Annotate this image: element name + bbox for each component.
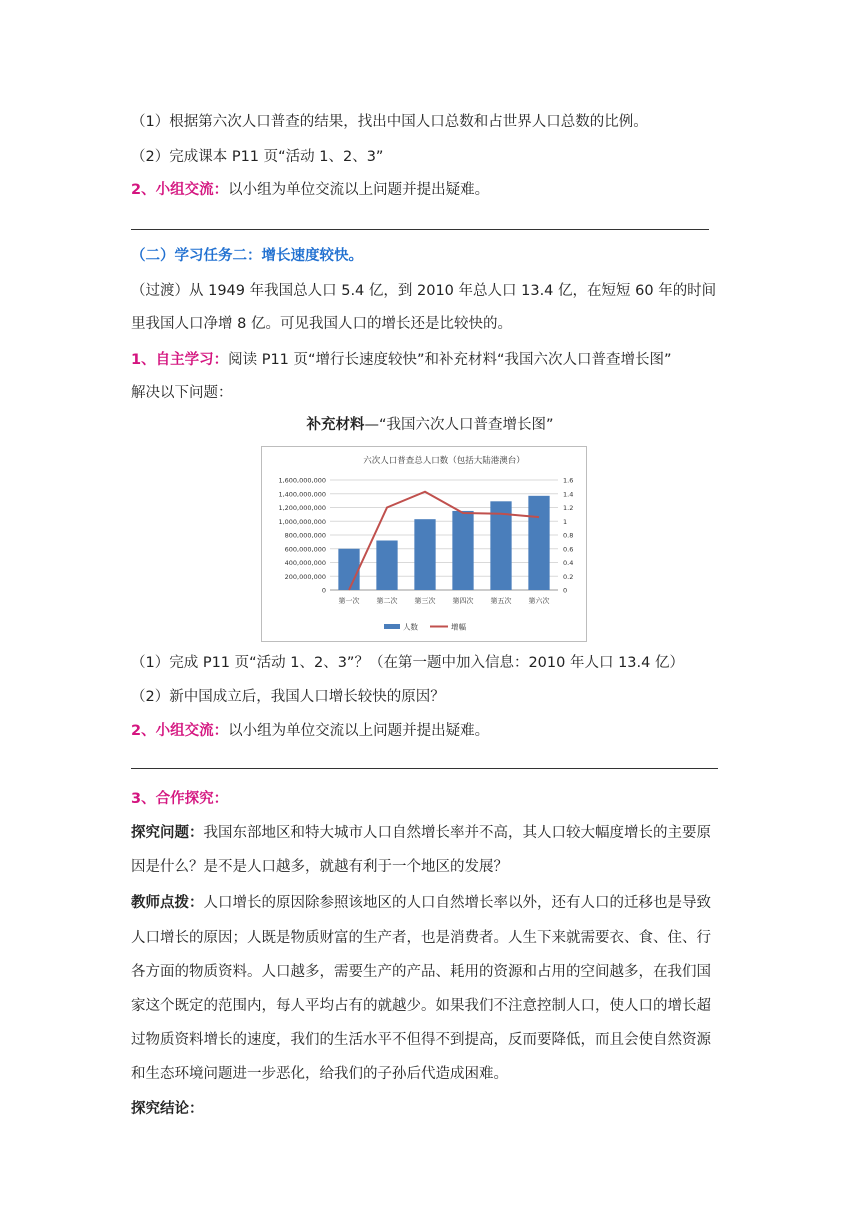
group-discussion-1 <box>131 180 489 200</box>
group-discussion-1-label: 2、小组交流： <box>131 182 229 198</box>
y-tick-right: 0.2 <box>563 572 574 581</box>
bar-1 <box>338 549 359 590</box>
y-tick-right: 1.4 <box>563 490 574 499</box>
teacher-tip-line-3: 各方面的物质资料。人口越多，需要生产的产品、耗用的资源和占用的空间越多，在我们国 <box>131 964 711 980</box>
y-tick-left: 800,000,000 <box>284 531 326 540</box>
inquiry-question-line-1 <box>131 823 711 843</box>
y-tick-left: 1,200,000,000 <box>278 504 326 512</box>
x-tick-label: 第四次 <box>452 597 474 605</box>
bar-4 <box>452 511 473 590</box>
legend-swatch-bars <box>384 624 400 629</box>
inquiry-question-line-2: 因是什么？是不是人口越多，就越有利于一个地区的发展？ <box>131 859 508 875</box>
legend-label-line: 增幅 <box>451 622 466 632</box>
y-tick-right: 1 <box>563 517 568 526</box>
group-discussion-2 <box>131 721 489 741</box>
teacher-tip-line-2: 人口增长的原因；人既是物质财富的生产者，也是消费者。人生下来就需要衣、食、住、行 <box>131 930 711 946</box>
y-tick-right: 0.6 <box>563 545 574 554</box>
transition-line-2: 里我国人口净增 8 亿。可见我国人口的增长还是比较快的。 <box>131 316 512 332</box>
bar-2 <box>376 541 397 591</box>
y-tick-left: 400,000,000 <box>284 559 326 567</box>
inquiry-question-label: 探究问题： <box>131 825 204 841</box>
transition-line-1: （过渡）从 1949 年我国总人口 5.4 亿，到 2010 年总人口 13.4 亿，在短短 60 年的时间 <box>131 283 717 299</box>
y-tick-left: 200,000,000 <box>284 572 326 581</box>
teacher-tip-line-6: 和生态环境问题进一步恶化，给我们的子孙后代造成困难。 <box>131 1066 508 1082</box>
y-tick-left: 0 <box>321 586 326 595</box>
supplement-text: —“我国六次人口普查增长图” <box>364 417 554 433</box>
y-tick-left: 1,400,000,000 <box>278 490 326 499</box>
self-study-line <box>131 350 672 370</box>
x-tick-label: 第三次 <box>414 597 436 605</box>
y-tick-right: 0.4 <box>563 559 574 567</box>
self-study-text: 阅读 P11 页“增行长速度较快”和补充材料“我国六次人口普查增长图” <box>228 352 672 368</box>
teacher-tip-line-4: 家这个既定的范围内，每人平均占有的就越少。如果我们不注意控制人口，使人口的增长超 <box>131 998 711 1014</box>
answer-line-2 <box>131 768 718 769</box>
answer-line-1 <box>131 229 709 230</box>
cooperative-inquiry-heading: 3、合作探究： <box>131 791 229 807</box>
legend-label-bars: 人数 <box>403 622 418 632</box>
y-tick-left: 1,000,000,000 <box>278 517 326 526</box>
bar-3 <box>414 519 435 590</box>
y-tick-right: 1.6 <box>563 476 574 485</box>
group-discussion-2-text: 以小组为单位交流以上问题并提出疑难。 <box>228 723 490 739</box>
x-tick-label: 第六次 <box>528 597 550 605</box>
y-tick-right: 0.8 <box>563 531 574 540</box>
supplement-label: 补充材料 <box>306 417 365 433</box>
supplement-caption <box>0 415 860 435</box>
x-tick-label: 第二次 <box>376 597 398 605</box>
question-1: （1）根据第六次人口普查的结果，找出中国人口总数和占世界人口总数的比例。 <box>131 114 648 130</box>
y-tick-left: 1,600,000,000 <box>278 476 326 485</box>
inquiry-conclusion-label: 探究结论： <box>131 1101 204 1117</box>
bar-6 <box>528 496 549 590</box>
group-discussion-2-label: 2、小组交流： <box>131 723 229 739</box>
teacher-tip-line-1 <box>131 893 711 913</box>
chart-title: 六次人口普查总人口数（包括大陆港澳台） <box>363 456 525 466</box>
census-chart <box>261 446 587 642</box>
census-chart-svg <box>262 447 586 641</box>
question-2: （2）完成课本 P11 页“活动 1、2、3” <box>131 149 384 165</box>
question-3: （1）完成 P11 页“活动 1、2、3”？（在第一题中加入信息：2010 年人口 13.4 亿） <box>131 655 684 671</box>
teacher-tip-label: 教师点拨： <box>131 895 204 911</box>
teacher-tip-line-5: 过物质资料增长的速度，我们的生活水平不但得不到提高，反而要降低，而且会使自然资源 <box>131 1032 711 1048</box>
y-tick-right: 1.2 <box>563 504 574 512</box>
teacher-tip-text-1: 人口增长的原因除参照该地区的人口自然增长率以外，还有人口的迁移也是导致 <box>203 895 711 911</box>
x-tick-label: 第五次 <box>490 597 512 605</box>
self-study-label: 1、自主学习： <box>131 352 229 368</box>
task-2-heading: （二）学习任务二：增长速度较快。 <box>131 248 363 264</box>
y-tick-left: 600,000,000 <box>284 545 326 554</box>
group-discussion-1-text: 以小组为单位交流以上问题并提出疑难。 <box>228 182 490 198</box>
question-4: （2）新中国成立后，我国人口增长较快的原因？ <box>131 689 445 705</box>
self-study-line-2: 解决以下问题： <box>131 385 233 401</box>
y-tick-right: 0 <box>563 586 568 595</box>
inquiry-question-text-1: 我国东部地区和特大城市人口自然增长率并不高，其人口较大幅度增长的主要原 <box>203 825 711 841</box>
x-tick-label: 第一次 <box>338 597 360 605</box>
